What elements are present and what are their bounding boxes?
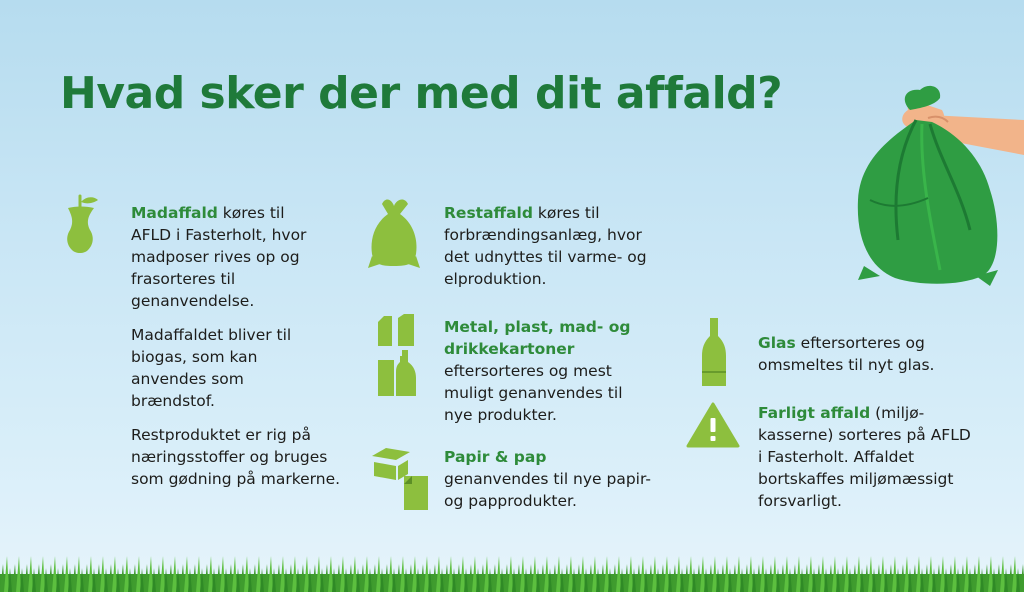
hand-holding-bag-icon <box>850 80 1024 290</box>
papir-heading: Papir & pap <box>444 448 547 466</box>
farligt-section <box>758 402 973 524</box>
page-title: Hvad sker der med dit affald? <box>60 68 783 119</box>
trash-bag-icon <box>368 194 420 270</box>
warning-triangle-icon <box>686 402 740 448</box>
madaffald-text-1: køres til AFLD i Fasterholt, hvor madposer rives op og frasorteres til genanvendelse. <box>131 204 307 310</box>
farligt-text: (miljø-kasserne) sorteres på AFLD i Fasterholt. Affaldet bortskaffes miljømæssigt forsvarligt. <box>758 404 971 510</box>
papir-text: genanvendes til nye papir- og papprodukter. <box>444 470 651 510</box>
box-and-paper-icon <box>370 444 430 512</box>
bottle-icon <box>700 316 728 388</box>
farligt-heading: Farligt affald <box>758 404 871 422</box>
grass-strip <box>0 552 1024 592</box>
madaffald-section <box>131 202 341 502</box>
cartons-and-bottles-icon <box>374 312 420 398</box>
glas-heading: Glas <box>758 334 796 352</box>
metal-text: eftersorteres og mest muligt genanvendes til nye produkter. <box>444 362 623 424</box>
restaffald-section <box>444 202 649 302</box>
restaffald-text: køres til forbrændingsanlæg, hvor det udnyttes til varme- og elproduktion. <box>444 204 647 288</box>
madaffald-text-2: Madaffaldet bliver til biogas, som kan anvendes som brændstof. <box>131 326 292 410</box>
madaffald-heading: Madaffald <box>131 204 218 222</box>
madaffald-text-3: Restproduktet er rig på næringsstoffer og bruges som gødning på markerne. <box>131 426 341 488</box>
papir-section <box>444 446 659 524</box>
glas-section <box>758 332 963 388</box>
metal-section <box>444 316 644 438</box>
metal-paragraph <box>444 316 644 426</box>
papir-paragraph <box>444 446 659 512</box>
apple-core-icon <box>58 192 104 256</box>
glas-paragraph <box>758 332 963 376</box>
madaffald-paragraph-1 <box>131 202 326 312</box>
metal-heading: Metal, plast, mad- og drikkekartoner <box>444 318 631 358</box>
farligt-paragraph <box>758 402 973 512</box>
restaffald-heading: Restaffald <box>444 204 533 222</box>
glas-text: eftersorteres og omsmeltes til nyt glas. <box>758 334 935 374</box>
restaffald-paragraph <box>444 202 649 290</box>
